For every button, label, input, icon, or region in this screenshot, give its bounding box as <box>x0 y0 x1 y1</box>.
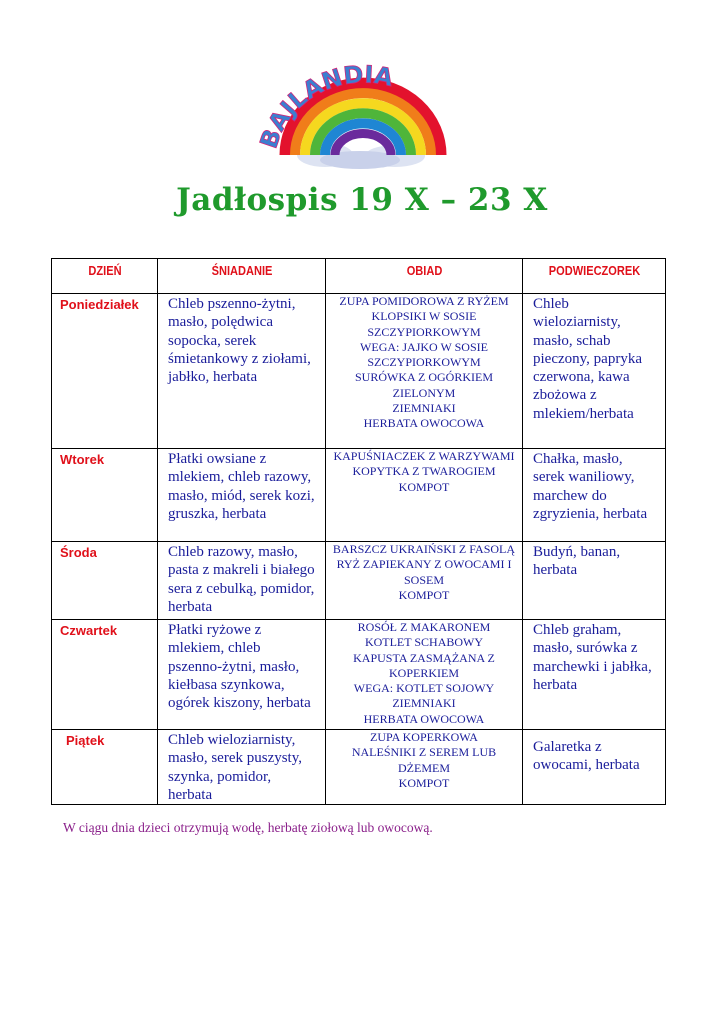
lunch-item: BARSZCZ UKRAIŃSKI Z FASOLĄ <box>332 542 516 556</box>
logo-text: BAJLANDIA <box>255 60 396 152</box>
day-cell: Środa <box>52 542 158 620</box>
header-snack: PODWIECZOREK <box>533 259 655 294</box>
breakfast-cell: Chleb wieloziarnisty, masło, serek puszysty, szynka, pomidor, herbata <box>158 730 326 805</box>
breakfast-cell: Chleb pszenno-żytni, masło, polędwica sopocka, serek śmietankowy z ziołami, jabłko, herbata <box>158 294 326 449</box>
lunch-item: ZIEMNIAKI <box>392 401 456 416</box>
lunch-item: WEGA: JAJKO W SOSIE SZCZYPIORKOWYM <box>360 339 488 370</box>
lunch-cell <box>326 620 523 730</box>
lunch-item: KOPYTKA Z TWAROGIEM <box>352 464 496 479</box>
bajlandia-rainbow-logo <box>255 60 465 170</box>
lunch-item: KOMPOT <box>398 479 450 494</box>
table-row <box>52 294 666 449</box>
day-cell: Czwartek <box>52 620 158 730</box>
day-cell: Poniedziałek <box>52 294 158 449</box>
snack-cell: Budyń, banan, herbata <box>523 542 666 620</box>
lunch-item: KOMPOT <box>398 587 450 602</box>
lunch-item: ROSÓŁ Z MAKARONEM <box>357 620 491 634</box>
lunch-cell <box>326 542 523 620</box>
page-title: Jadłospis 19 X – 23 X <box>176 182 548 218</box>
lunch-item: ZIEMNIAKI <box>392 696 456 711</box>
lunch-item: WEGA: KOTLET SOJOWY <box>353 681 495 696</box>
table-header-row <box>52 259 666 294</box>
lunch-item: KAPUŚNIACZEK Z WARZYWAMI <box>333 449 515 463</box>
day-cell: Piątek <box>52 730 158 805</box>
day-cell: Wtorek <box>52 449 158 542</box>
snack-cell: Chleb wieloziarnisty, masło, schab pieczony, papryka czerwona, kawa zbożowa z mlekiem/herbata <box>523 294 666 449</box>
table-row <box>52 620 666 730</box>
lunch-item: ZUPA POMIDOROWA Z RYŻEM <box>339 294 509 308</box>
snack-cell: Chleb graham, masło, surówka z marchewki i jabłka, herbata <box>523 620 666 730</box>
lunch-item: KLOPSIKI W SOSIE SZCZYPIORKOWYM <box>367 309 481 339</box>
snack-cell: Chałka, masło, serek waniliowy, marchew do zgryzienia, herbata <box>523 449 666 542</box>
header-day: DZIEŃ <box>59 259 149 294</box>
lunch-item: NALEŚNIKI Z SEREM LUB DŻEMEM <box>351 745 497 775</box>
breakfast-cell: Płatki owsiane z mlekiem, chleb razowy, masło, miód, serek kozi, gruszka, herbata <box>158 449 326 542</box>
lunch-cell <box>326 294 523 449</box>
lunch-item: ZUPA KOPERKOWA <box>370 730 478 744</box>
lunch-item: HERBATA OWOCOWA <box>363 711 485 726</box>
snack-cell: Galaretka z owocami, herbata <box>523 730 666 805</box>
lunch-item: SURÓWKA Z OGÓRKIEM ZIELONYM <box>355 370 493 400</box>
menu-table <box>51 258 666 805</box>
lunch-item: KOTLET SCHABOWY <box>364 635 484 650</box>
footer-note: W ciągu dnia dzieci otrzymują wodę, herbatę ziołową lub owocową. <box>63 820 433 835</box>
table-row <box>52 730 666 805</box>
lunch-item: KAPUSTA ZASMĄŻANA Z KOPERKIEM <box>353 650 495 680</box>
table-row <box>52 449 666 542</box>
breakfast-cell: Płatki ryżowe z mlekiem, chleb pszenno-żytni, masło, kiełbasa szynkowa, ogórek kiszony, herbata <box>158 620 326 730</box>
breakfast-cell: Chleb razowy, masło, pasta z makreli i białego sera z cebulką, pomidor, herbata <box>158 542 326 620</box>
lunch-cell <box>326 730 523 805</box>
lunch-item: RYŻ ZAPIEKANY Z OWOCAMI I SOSEM <box>336 557 512 587</box>
lunch-item: KOMPOT <box>398 775 450 790</box>
header-breakfast: ŚNIADANIE <box>170 259 313 294</box>
lunch-item: HERBATA OWOCOWA <box>363 416 485 431</box>
table-row <box>52 542 666 620</box>
header-lunch: OBIAD <box>340 259 507 294</box>
lunch-cell <box>326 449 523 542</box>
